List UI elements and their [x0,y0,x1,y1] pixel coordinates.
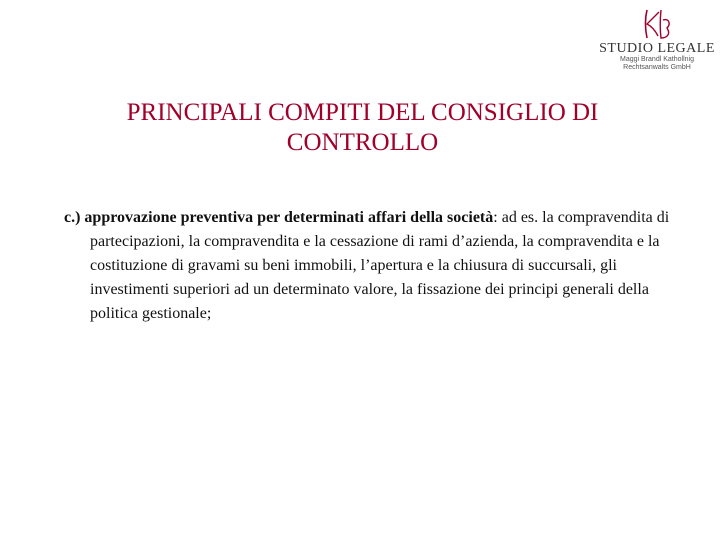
logo-name: STUDIO LEGALE [599,41,715,56]
title-line-1: PRINCIPALI COMPITI DEL CONSIGLIO DI [126,99,599,126]
kb-monogram-icon [633,6,681,42]
logo-subline-2: Rechtsanwalts GmbH [623,64,691,71]
paragraph-rest: : ad es. la compravendita di partecipazioni, la compravendita e la cessazione di rami d’azienda, la compravendita e la costituzione di gravami su beni immobili, l’apertura e la chiusura di succursali, gli investimenti superiori ad un determinato valore, la fissazione dei principi generali della politica gestionale; [90,209,670,322]
body-paragraph [64,206,690,326]
paragraph-lead: c.) approvazione preventiva per determinati affari della società [64,209,494,226]
title-line-2: CONTROLLO [286,129,439,156]
page-title [20,98,705,158]
studio-logo [598,6,716,74]
logo-subline-1: Maggi Brandl Kathollnig [620,56,694,63]
